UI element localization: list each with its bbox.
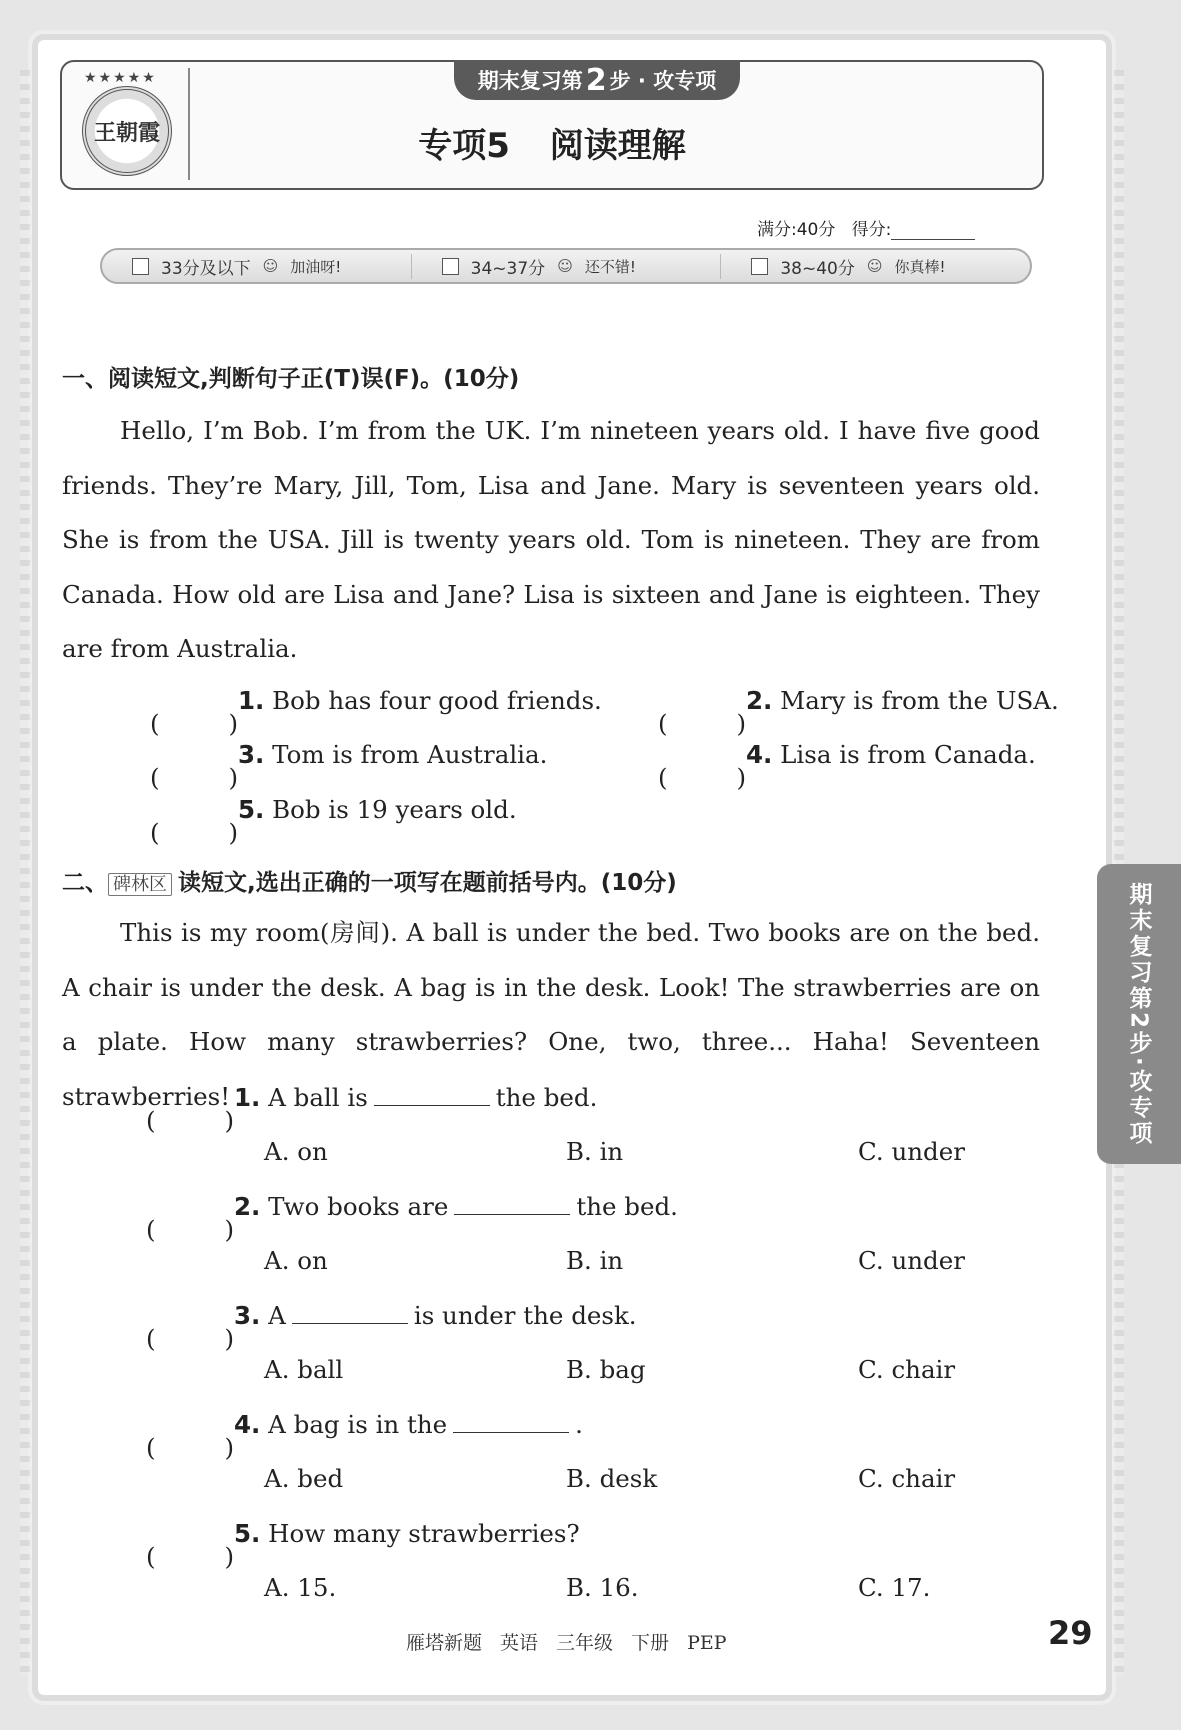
option-b[interactable]: B. 16. xyxy=(566,1573,639,1602)
fill-blank[interactable] xyxy=(454,1192,570,1215)
s1-question-2: 2. Mary is from the USA. xyxy=(746,686,1059,715)
option-a[interactable]: A. on xyxy=(264,1246,328,1275)
topic-number: 专项5 xyxy=(418,126,510,166)
s2-question-3: 3. A is under the desk. xyxy=(234,1301,637,1330)
topic-name: 阅读理解 xyxy=(549,126,686,166)
s1-question-3: 3. Tom is from Australia. xyxy=(238,740,548,769)
smiley-icon: ☺ xyxy=(262,257,279,275)
header-box xyxy=(60,60,1044,190)
option-c[interactable]: C. under xyxy=(858,1137,965,1166)
section2-passage: This is my room(房间). A ball is under the bed. Two books are on the bed. A chair is under the desk. A bag is in the desk. Look! The strawberries are on a plate. How many strawberries? One, two, three... Haha! Seventeen strawberries! xyxy=(62,918,1040,1111)
option-a[interactable]: A. bed xyxy=(264,1464,344,1493)
grade-bar xyxy=(100,248,1032,284)
fill-blank[interactable] xyxy=(374,1083,490,1106)
s2-question-1: 1. A ball is the bed. xyxy=(234,1083,598,1112)
s1-question-5: 5. Bob is 19 years old. xyxy=(238,795,517,824)
section2-title: 二、 碑林区 读短文,选出正确的一项写在题前括号内。(10分) xyxy=(62,870,677,896)
option-c[interactable]: C. under xyxy=(858,1246,965,1275)
option-b[interactable]: B. desk xyxy=(566,1464,658,1493)
option-c[interactable]: C. chair xyxy=(858,1464,956,1493)
score-blank[interactable] xyxy=(891,221,975,240)
section1-title: 一、阅读短文,判断句子正(T)误(F)。(10分) xyxy=(62,366,520,392)
wavy-border-left xyxy=(20,70,30,1675)
s2-question-4: 4. A bag is in the . xyxy=(234,1410,583,1439)
section1-passage: Hello, I’m Bob. I’m from the UK. I’m nineteen years old. I have five good friends. They’re Mary, Jill, Tom, Lisa and Jane. Mary is seventeen years old. She is from the USA. Jill is twenty years old. Tom is nineteen. They are from Canada. How old are Lisa and Jane? Lisa is sixteen and Jane is eighteen. They are from Australia. xyxy=(62,416,1040,663)
page-title xyxy=(192,118,912,167)
smiley-icon: ☺ xyxy=(557,257,573,275)
side-tab: 期末复习第2步·攻专项 xyxy=(1097,864,1181,1164)
grade-option-3[interactable]: 38~40分 ☺ 你真棒! xyxy=(720,254,1030,279)
footer: 雁塔新题 英语 三年级 下册 PEP xyxy=(406,1632,727,1654)
grade-option-2[interactable]: 34~37分 ☺ 还不错! xyxy=(411,254,721,279)
checkbox[interactable] xyxy=(751,258,768,275)
option-b[interactable]: B. in xyxy=(566,1137,624,1166)
option-a[interactable]: A. on xyxy=(264,1137,328,1166)
logo-stars-icon: ★★★★★ xyxy=(84,70,157,86)
option-b[interactable]: B. bag xyxy=(566,1355,646,1384)
option-a[interactable]: A. 15. xyxy=(264,1573,337,1602)
score-line: 满分:40分 得分: xyxy=(757,215,975,240)
logo-seal-icon: 王朝霞 xyxy=(82,86,172,176)
option-c[interactable]: C. chair xyxy=(858,1355,956,1384)
s1-question-1: 1. Bob has four good friends. xyxy=(238,686,602,715)
s2-question-5: 5. How many strawberries? xyxy=(234,1519,580,1548)
option-a[interactable]: A. ball xyxy=(264,1355,344,1384)
grade-option-1[interactable]: 33分及以下 ☺ 加油呀! xyxy=(102,254,411,279)
page-number: 29 xyxy=(1048,1614,1093,1652)
district-tag: 碑林区 xyxy=(108,873,172,896)
fill-blank[interactable] xyxy=(453,1410,569,1433)
publisher-logo xyxy=(68,68,190,180)
option-c[interactable]: C. 17. xyxy=(858,1573,931,1602)
s1-question-4: 4. Lisa is from Canada. xyxy=(746,740,1036,769)
step-banner: 期末复习第 2 步 · 攻专项 xyxy=(454,60,740,100)
checkbox[interactable] xyxy=(132,258,149,275)
fill-blank[interactable] xyxy=(292,1301,408,1324)
smiley-icon: ☺ xyxy=(866,257,883,275)
s2-question-2: 2. Two books are the bed. xyxy=(234,1192,678,1221)
checkbox[interactable] xyxy=(442,258,459,275)
option-b[interactable]: B. in xyxy=(566,1246,624,1275)
